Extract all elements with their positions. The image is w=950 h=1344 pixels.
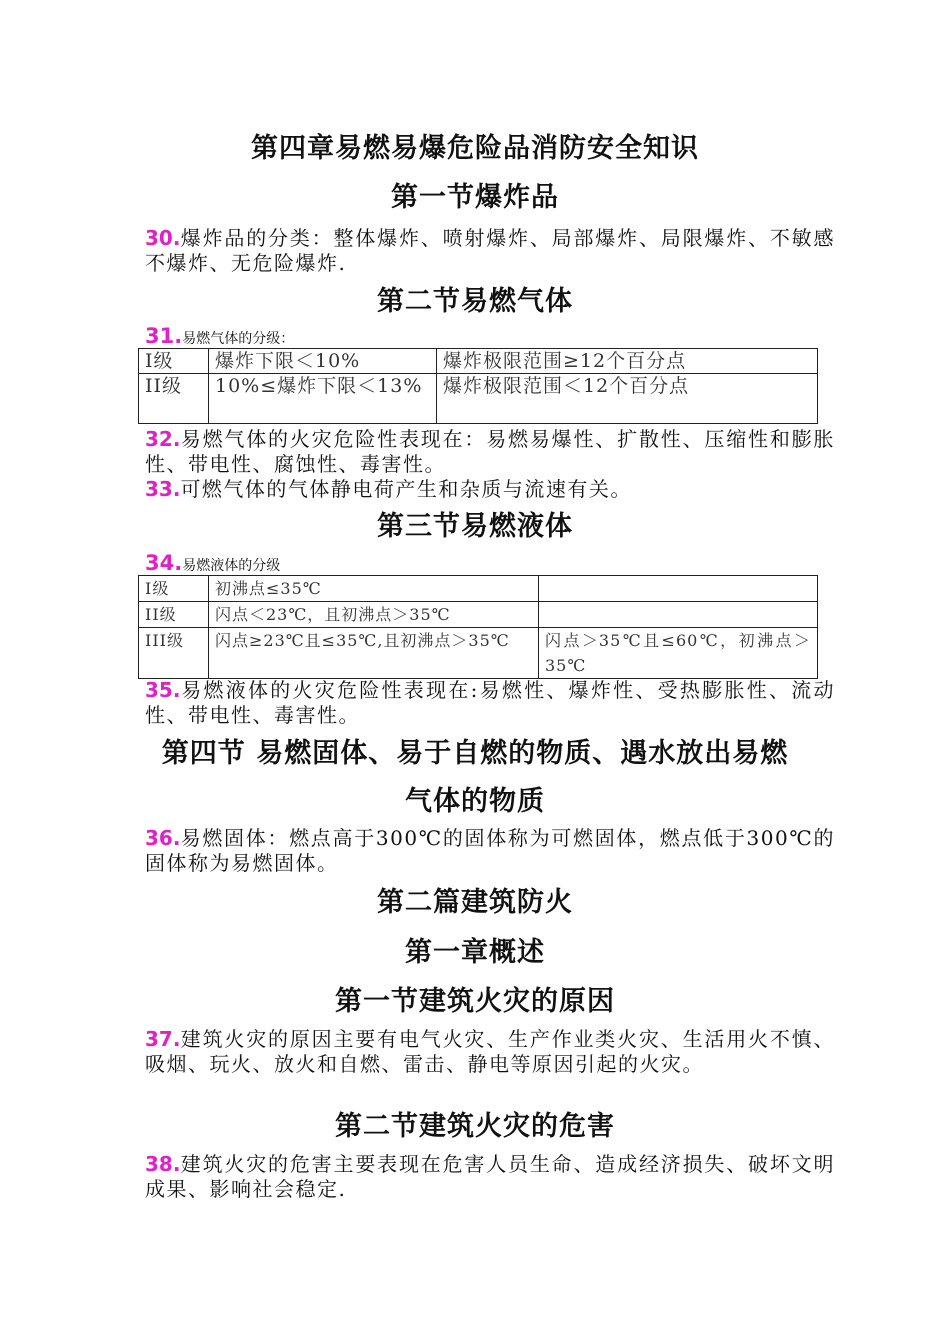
item-35 xyxy=(145,678,835,728)
table-cell: 爆炸极限范围＜12个百分点 xyxy=(437,374,818,424)
item-text: 爆炸品的分类：整体爆炸、喷射爆炸、局部爆炸、局限爆炸、不敏感不爆炸、无危险爆炸. xyxy=(145,226,835,275)
item-37 xyxy=(145,1027,835,1077)
chapter-one-title: 第一章概述 xyxy=(405,937,545,968)
table-cell: 爆炸下限＜10% xyxy=(209,349,437,374)
item-31 xyxy=(145,324,295,348)
item-30 xyxy=(145,226,835,276)
section-title-flammable-liquid: 第三节易燃液体 xyxy=(377,511,573,542)
table-cell: 10%≤爆炸下限＜13% xyxy=(209,374,437,424)
item-number: 35. xyxy=(145,678,181,702)
section-title-explosives: 第一节爆炸品 xyxy=(391,182,559,213)
table-row xyxy=(139,349,818,374)
item-36 xyxy=(145,826,835,876)
item-text: 易燃气体的火灾危险性表现在：易燃易爆性、扩散性、压缩性和膨胀性、带电性、腐蚀性、毒害性。 xyxy=(145,427,835,476)
gas-grading-table xyxy=(138,348,818,424)
table-cell: 爆炸极限范围≥12个百分点 xyxy=(437,349,818,374)
table-cell: 闪点＞35℃且≤60℃，初沸点＞35℃ xyxy=(539,628,818,679)
item-33 xyxy=(145,477,835,502)
table-cell: 闪点≥23℃且≤35℃,且初沸点＞35℃ xyxy=(209,628,539,679)
item-text: 易燃气体的分级： xyxy=(182,331,295,347)
table-row xyxy=(139,628,818,679)
item-text: 可燃气体的气体静电荷产生和杂质与流速有关。 xyxy=(180,477,632,501)
item-number: 33. xyxy=(145,477,181,501)
item-text: 建筑火灾的危害主要表现在危害人员生命、造成经济损失、破坏文明成果、影响社会稳定. xyxy=(145,1152,835,1201)
section-title-flammable-gas: 第二节易燃气体 xyxy=(377,286,573,317)
table-cell xyxy=(539,602,818,628)
item-number: 37. xyxy=(145,1027,181,1051)
table-cell: 闪点＜23℃，且初沸点＞35℃ xyxy=(209,602,539,628)
table-cell xyxy=(539,576,818,602)
table-cell: II级 xyxy=(139,602,209,628)
table-cell: I级 xyxy=(139,349,209,374)
item-number: 34. xyxy=(145,551,183,575)
item-number: 38. xyxy=(145,1152,181,1176)
item-number: 32. xyxy=(145,427,181,451)
item-number: 36. xyxy=(145,826,181,850)
item-34 xyxy=(145,551,281,575)
table-row xyxy=(139,576,818,602)
section-title-fire-hazards: 第二节建筑火灾的危害 xyxy=(335,1111,615,1142)
chapter-title: 第四章易燃易爆危险品消防安全知识 xyxy=(251,133,699,164)
item-text: 易燃固体：燃点高于300℃的固体称为可燃固体，燃点低于300℃的固体称为易燃固体。 xyxy=(145,826,835,875)
liquid-grading-table xyxy=(138,575,818,679)
item-text: 建筑火灾的原因主要有电气火灾、生产作业类火灾、生活用火不慎、吸烟、玩火、放火和自燃、雷击、静电等原因引起的火灾。 xyxy=(145,1027,835,1076)
table-cell: 初沸点≤35℃ xyxy=(209,576,539,602)
item-32 xyxy=(145,427,835,477)
item-number: 30. xyxy=(145,226,181,250)
part-title: 第二篇建筑防火 xyxy=(377,887,573,918)
table-row xyxy=(139,374,818,424)
item-38 xyxy=(145,1152,835,1202)
table-row xyxy=(139,602,818,628)
section-title-flammable-solid-line1: 第四节 易燃固体、易于自燃的物质、遇水放出易燃 xyxy=(161,738,789,769)
table-cell: III级 xyxy=(139,628,209,679)
table-cell: II级 xyxy=(139,374,209,424)
item-text: 易燃液体的火灾危险性表现在:易燃性、爆炸性、受热膨胀性、流动性、带电性、毒害性。 xyxy=(145,678,835,727)
section-title-flammable-solid-line2: 气体的物质 xyxy=(405,786,545,817)
item-text: 易燃液体的分级 xyxy=(182,558,281,574)
section-title-fire-causes: 第一节建筑火灾的原因 xyxy=(335,986,615,1017)
table-cell: I级 xyxy=(139,576,209,602)
item-number: 31. xyxy=(145,324,183,348)
